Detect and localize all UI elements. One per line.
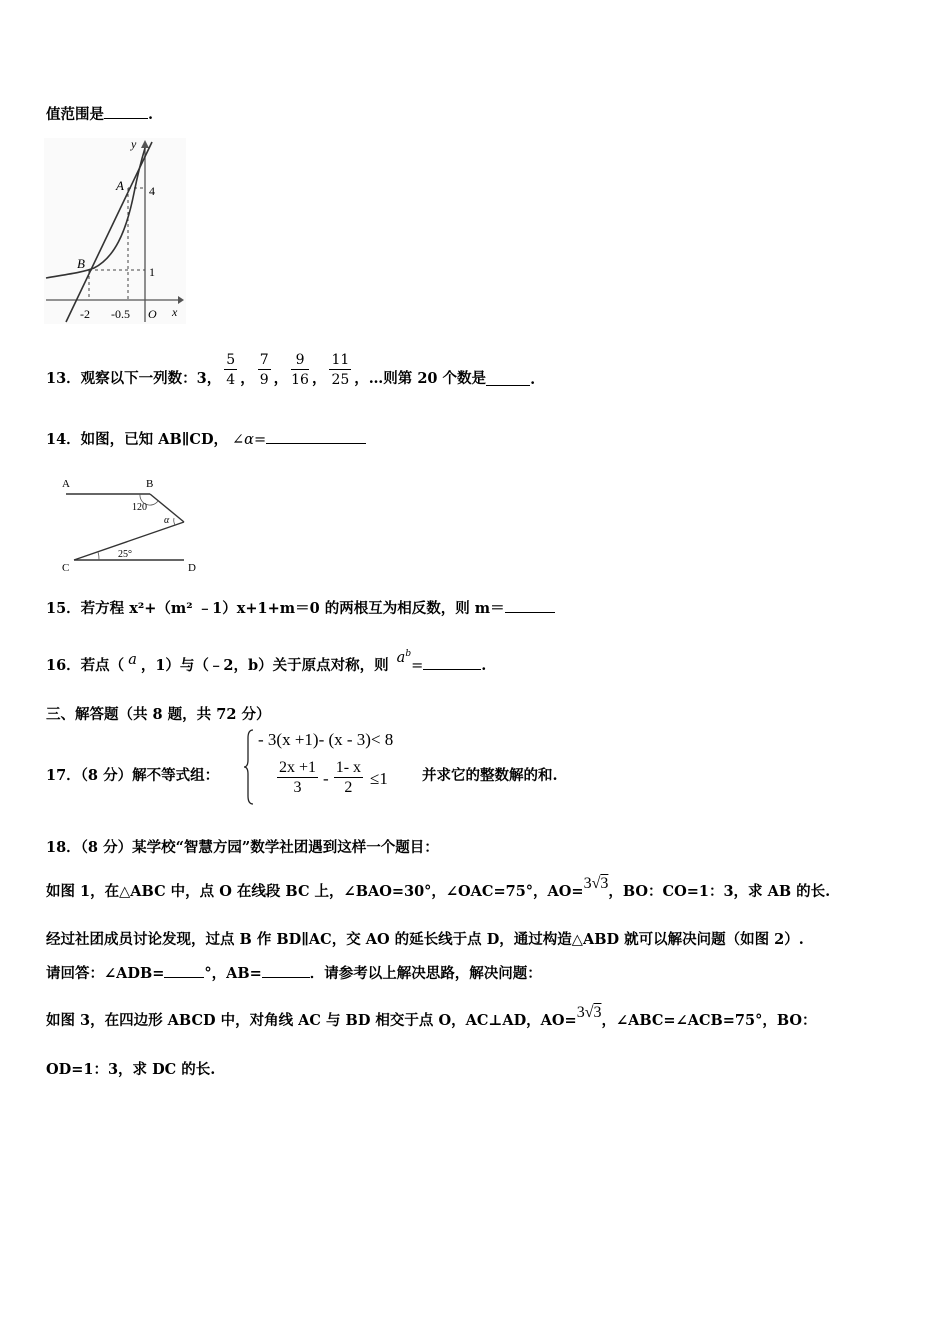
q18-line-2: 如图 1，在△ABC 中，点 O 在线段 BC 上，∠BAO=30°，∠OAC=75°，AO=3√3，BO：CO=1：3，求 AB 的长. [46,875,831,900]
q13-frac-3: $\frac{9}{16}$ [291,352,309,388]
q18-line-6: OD=1：3，求 DC 的长. [46,1061,216,1078]
q13-frac-1: $\frac{5}{4}$ [226,352,236,388]
q17-frac-2: $\frac{1- x}{2}$ [335,759,362,796]
sqrt-3-3: 3√3 [583,875,609,892]
q18-line-5: 如图 3，在四边形 ABCD 中，对角线 AC 与 BD 相交于点 O，AC⊥AD，AO=3√3，∠ABC=∠ACB=75°，BO： [46,1004,817,1029]
tick-neg2: -2 [80,307,90,321]
sqrt-3-3-b: 3√3 [576,1004,602,1021]
q16-answer-blank[interactable] [423,655,481,670]
q13-frac-2: $\frac{7}{9}$ [259,352,269,388]
point-a-var: a [128,652,137,668]
tick-1: 1 [149,265,155,279]
power-exponent: b [405,649,412,660]
angle-alpha-symbol: ∠α [232,432,254,448]
q13-frac-4: $\frac{11}{25}$ [331,352,350,388]
q18-line-3: 经过社团成员讨论发现，过点 B 作 BD∥AC，交 AO 的延长线于点 D，通过构造△ABD 就可以解决问题（如图 2）. [46,931,804,948]
angle-120-label: 120 [132,502,147,513]
q17-frac-1: $\frac{2x +1}{3}$ [279,759,317,796]
tick-neg05: -0.5 [111,307,130,321]
q18-line-1: 18．（8 分）某学校“智慧方园”数学社团遇到这样一个题目： [46,839,439,856]
function-graph [44,138,186,324]
inequality-1: - 3(x +1)- (x - 3)< 8 [258,730,394,749]
q14-answer-blank[interactable] [266,429,366,444]
label-c: C [62,562,70,574]
point-b-label: B [77,256,85,271]
section-3-heading: 三、解答题（共 8 题，共 72 分） [46,706,271,723]
q18-line-4: 请回答：∠ADB= °，AB= ．请参考以上解决思路，解决问题： [46,965,542,982]
label-d: D [188,562,196,574]
angle-25-label: 25° [118,549,132,560]
q14-line: 14．如图，已知 AB∥CD， ∠α= [46,428,366,449]
inequality-2: $\frac{2x +1}{3}$ - $\frac{1- x}{2}$ ≤1 [279,759,388,796]
y-label: y [131,138,137,151]
q17-prefix: 17．（8 分）解不等式组： [46,767,220,784]
x-label: x [172,305,178,319]
label-a: A [62,478,70,490]
q15-answer-blank[interactable] [505,598,555,613]
q18-adb-blank[interactable] [164,963,204,978]
parallel-lines-figure [58,474,208,578]
q13-answer-blank[interactable] [486,371,530,386]
power-base: a [396,650,406,666]
q16-line: 16．若点（ a ，1）与（﹣2，b）关于原点对称，则 $a^b=$ . [46,649,487,674]
q12-line: 值范围是 . [46,106,154,123]
angle-alpha-label: α [164,515,170,526]
q18-ab-blank[interactable] [262,963,310,978]
q15-line: 15．若方程 x²+（m² ﹣1）x+1+m＝0 的两根互为相反数，则 m＝ [46,597,555,618]
brace-icon [243,728,257,806]
q12-text: 值范围是 [46,106,104,123]
q12-answer-blank[interactable] [104,104,148,119]
q13-line: 13．观察以下一列数：3， $\frac{5}{4}$ ， $\frac{7}{9}$ ， $\frac{9}{16}$ ， $\frac{11}{25}$ ，…则第 20 个数是 . [46,352,536,388]
q17-suffix: 并求它的整数解的和. [422,767,558,784]
tick-4: 4 [149,184,155,198]
origin-label: O [148,307,157,321]
label-b: B [146,478,154,490]
point-a-label: A [116,178,124,193]
